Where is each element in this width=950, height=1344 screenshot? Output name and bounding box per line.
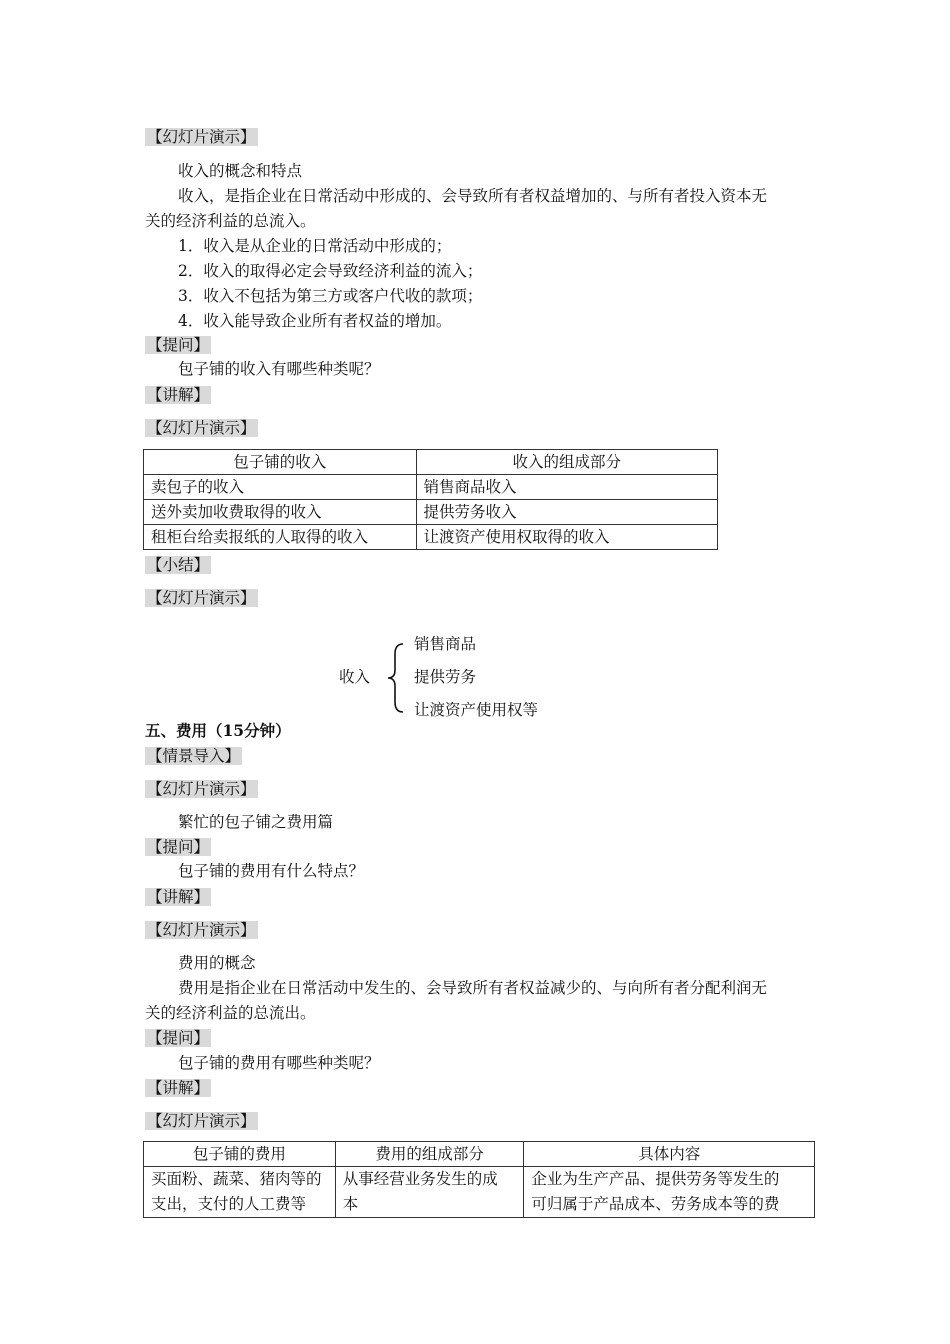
income-point-4: 4．收入能导致企业所有者权益的增加。	[178, 312, 452, 330]
table-header-row	[144, 450, 718, 475]
cell-line: 可归属于产品成本、劳务成本等的费	[531, 1195, 780, 1213]
slide-label: 【幻灯片演示】	[147, 128, 256, 146]
cell-line: 从事经营业务发生的成	[342, 1170, 498, 1188]
expense-heading: 费用的概念	[178, 954, 256, 972]
cell-line: 买面粉、蔬菜、猪肉等的	[151, 1170, 322, 1188]
slide-label: 【幻灯片演示】	[147, 921, 256, 939]
curly-brace-icon	[385, 642, 407, 714]
table-cell	[144, 1167, 336, 1218]
table-row	[144, 525, 718, 550]
income-question: 包子铺的收入有哪些种类呢？	[178, 360, 380, 378]
expense-table	[143, 1141, 815, 1218]
income-definition-line1: 收入，是指企业在日常活动中形成的、会导致所有者权益增加的、与所有者投入资本无	[178, 187, 768, 205]
cell-line: 本	[342, 1195, 359, 1213]
explain-label: 【讲解】	[147, 386, 210, 404]
slide-label: 【幻灯片演示】	[147, 1112, 256, 1130]
question-label: 【提问】	[147, 336, 210, 354]
expense-definition-line1: 费用是指企业在日常活动中发生的、会导致所有者权益减少的、与向所有者分配利润无	[178, 979, 768, 997]
income-point-2: 2．收入的取得必定会导致经济利益的流入；	[178, 262, 483, 280]
explain-label: 【讲解】	[147, 888, 210, 906]
table-cell: 让渡资产使用权取得的收入	[416, 525, 717, 550]
diagram-item: 销售商品	[414, 635, 477, 653]
table-cell	[335, 1167, 524, 1218]
table-header-cell: 具体内容	[524, 1142, 815, 1167]
table-header-row	[144, 1142, 815, 1167]
table-header-cell: 包子铺的费用	[144, 1142, 336, 1167]
slide-label: 【幻灯片演示】	[147, 589, 256, 607]
summary-label: 【小结】	[147, 556, 210, 574]
table-row	[144, 1167, 815, 1218]
explain-label: 【讲解】	[147, 1079, 210, 1097]
expense-question-2: 包子铺的费用有哪些种类呢？	[178, 1054, 380, 1072]
slide-label: 【幻灯片演示】	[147, 419, 256, 437]
slide-label: 【幻灯片演示】	[147, 780, 256, 798]
income-table	[143, 449, 718, 550]
table-row	[144, 475, 718, 500]
expense-definition-line2: 关的经济利益的总流出。	[145, 1004, 316, 1022]
table-cell	[524, 1167, 815, 1218]
diagram-item: 提供劳务	[414, 668, 477, 686]
scene-label: 【情景导入】	[147, 747, 241, 765]
table-cell: 送外卖加收费取得的收入	[144, 500, 417, 525]
table-header-cell: 包子铺的收入	[144, 450, 417, 475]
diagram-item: 让渡资产使用权等	[414, 701, 539, 719]
table-cell: 销售商品收入	[416, 475, 717, 500]
expense-question-1: 包子铺的费用有什么特点？	[178, 862, 365, 880]
scene-title: 繁忙的包子铺之费用篇	[178, 813, 334, 831]
income-point-3: 3．收入不包括为第三方或客户代收的款项；	[178, 287, 483, 305]
table-row	[144, 500, 718, 525]
income-definition-line2: 关的经济利益的总流入。	[145, 212, 316, 230]
question-label: 【提问】	[147, 838, 210, 856]
section-title: 五、费用（15分钟）	[145, 721, 291, 740]
income-point-1: 1．收入是从企业的日常活动中形成的；	[178, 237, 452, 255]
cell-line: 支出，支付的人工费等	[151, 1195, 307, 1213]
table-header-cell: 收入的组成部分	[416, 450, 717, 475]
table-cell: 卖包子的收入	[144, 475, 417, 500]
table-cell: 提供劳务收入	[416, 500, 717, 525]
table-header-cell: 费用的组成部分	[335, 1142, 524, 1167]
table-cell: 租柜台给卖报纸的人取得的收入	[144, 525, 417, 550]
cell-line: 企业为生产产品、提供劳务等发生的	[531, 1170, 780, 1188]
income-heading: 收入的概念和特点	[178, 162, 303, 180]
diagram-root-label: 收入	[339, 668, 371, 686]
question-label: 【提问】	[147, 1029, 210, 1047]
